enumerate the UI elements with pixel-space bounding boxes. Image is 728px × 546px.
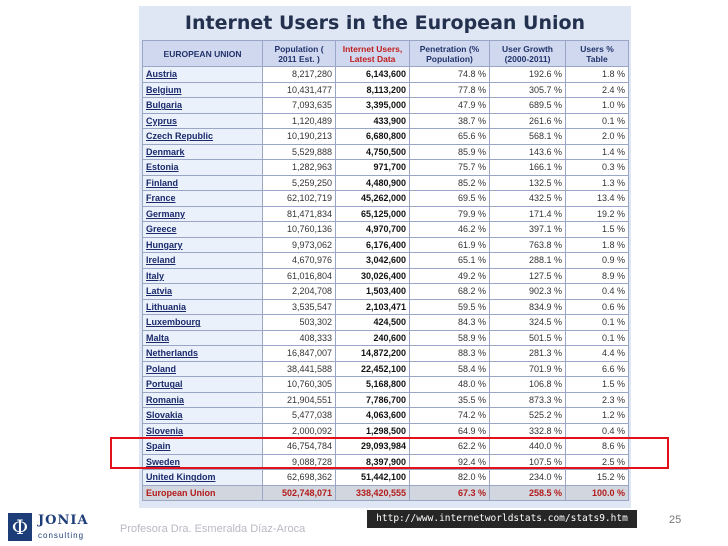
table-row xyxy=(143,222,629,238)
cell-share: 13.4 % xyxy=(566,191,629,207)
cell-growth: 689.5 % xyxy=(490,98,566,114)
cell-population: 21,904,551 xyxy=(263,392,336,408)
table-row xyxy=(143,330,629,346)
header-internet-users: Internet Users, Latest Data xyxy=(336,41,410,67)
cell-growth: 107.5 % xyxy=(490,454,566,470)
cell-users: 8,113,200 xyxy=(336,82,410,98)
cell-population: 9,973,062 xyxy=(263,237,336,253)
cell-country[interactable]: Denmark xyxy=(143,144,263,160)
cell-population: 38,441,588 xyxy=(263,361,336,377)
table-row xyxy=(143,284,629,300)
cell-growth: 132.5 % xyxy=(490,175,566,191)
cell-users: 45,262,000 xyxy=(336,191,410,207)
cell-share: 1.0 % xyxy=(566,98,629,114)
cell-population: 9,088,728 xyxy=(263,454,336,470)
cell-share: 2.5 % xyxy=(566,454,629,470)
cell-growth: 332.8 % xyxy=(490,423,566,439)
cell-penetration: 92.4 % xyxy=(410,454,490,470)
cell-users: 4,970,700 xyxy=(336,222,410,238)
cell-growth: 501.5 % xyxy=(490,330,566,346)
cell-share: 15.2 % xyxy=(566,470,629,486)
cell-country[interactable]: Slovenia xyxy=(143,423,263,439)
total-penetration: 67.3 % xyxy=(410,485,490,501)
cell-country[interactable]: Czech Republic xyxy=(143,129,263,145)
table-row xyxy=(143,144,629,160)
table-row xyxy=(143,98,629,114)
cell-share: 0.4 % xyxy=(566,423,629,439)
stats-table xyxy=(142,40,629,501)
cell-users: 7,786,700 xyxy=(336,392,410,408)
cell-penetration: 46.2 % xyxy=(410,222,490,238)
table-row xyxy=(143,175,629,191)
logo-name: JONIA xyxy=(38,513,89,528)
cell-country[interactable]: Malta xyxy=(143,330,263,346)
cell-country[interactable]: Belgium xyxy=(143,82,263,98)
cell-penetration: 48.0 % xyxy=(410,377,490,393)
cell-share: 1.5 % xyxy=(566,222,629,238)
total-row xyxy=(143,485,629,501)
cell-growth: 127.5 % xyxy=(490,268,566,284)
table-row xyxy=(143,67,629,83)
cell-population: 503,302 xyxy=(263,315,336,331)
cell-population: 10,431,477 xyxy=(263,82,336,98)
cell-share: 0.3 % xyxy=(566,160,629,176)
cell-users: 3,042,600 xyxy=(336,253,410,269)
cell-country[interactable]: Romania xyxy=(143,392,263,408)
cell-users: 4,750,500 xyxy=(336,144,410,160)
jonia-logo xyxy=(2,509,110,545)
cell-growth: 288.1 % xyxy=(490,253,566,269)
cell-growth: 234.0 % xyxy=(490,470,566,486)
cell-country[interactable]: Bulgaria xyxy=(143,98,263,114)
cell-country[interactable]: Italy xyxy=(143,268,263,284)
cell-penetration: 58.4 % xyxy=(410,361,490,377)
cell-country[interactable]: Estonia xyxy=(143,160,263,176)
cell-share: 2.0 % xyxy=(566,129,629,145)
cell-population: 408,333 xyxy=(263,330,336,346)
table-row xyxy=(143,392,629,408)
cell-users: 5,168,800 xyxy=(336,377,410,393)
cell-growth: 324.5 % xyxy=(490,315,566,331)
cell-growth: 440.0 % xyxy=(490,439,566,455)
table-row xyxy=(143,299,629,315)
cell-share: 0.1 % xyxy=(566,330,629,346)
cell-penetration: 65.1 % xyxy=(410,253,490,269)
total-share: 100.0 % xyxy=(566,485,629,501)
cell-users: 433,900 xyxy=(336,113,410,129)
table-row xyxy=(143,160,629,176)
table-row xyxy=(143,129,629,145)
cell-share: 6.6 % xyxy=(566,361,629,377)
cell-growth: 902.3 % xyxy=(490,284,566,300)
cell-users: 65,125,000 xyxy=(336,206,410,222)
cell-users: 30,026,400 xyxy=(336,268,410,284)
cell-share: 0.4 % xyxy=(566,284,629,300)
total-growth: 258.5 % xyxy=(490,485,566,501)
cell-country[interactable]: Germany xyxy=(143,206,263,222)
cell-penetration: 68.2 % xyxy=(410,284,490,300)
author-text: Profesora Dra. Esmeralda Díaz-Aroca xyxy=(120,523,306,535)
total-population: 502,748,071 xyxy=(263,485,336,501)
cell-country[interactable]: Slovakia xyxy=(143,408,263,424)
cell-growth: 834.9 % xyxy=(490,299,566,315)
cell-penetration: 61.9 % xyxy=(410,237,490,253)
cell-penetration: 58.9 % xyxy=(410,330,490,346)
cell-penetration: 38.7 % xyxy=(410,113,490,129)
cell-share: 1.8 % xyxy=(566,67,629,83)
cell-penetration: 79.9 % xyxy=(410,206,490,222)
header-users-pct: Users % Table xyxy=(566,41,629,67)
cell-population: 5,477,038 xyxy=(263,408,336,424)
total-users: 338,420,555 xyxy=(336,485,410,501)
cell-penetration: 85.9 % xyxy=(410,144,490,160)
cell-population: 10,190,213 xyxy=(263,129,336,145)
cell-penetration: 59.5 % xyxy=(410,299,490,315)
cell-growth: 192.6 % xyxy=(490,67,566,83)
cell-growth: 106.8 % xyxy=(490,377,566,393)
cell-users: 6,176,400 xyxy=(336,237,410,253)
cell-growth: 143.6 % xyxy=(490,144,566,160)
cell-users: 4,063,600 xyxy=(336,408,410,424)
logo-subtitle: consulting xyxy=(38,531,85,540)
cell-country[interactable]: Lithuania xyxy=(143,299,263,315)
table-row xyxy=(143,470,629,486)
cell-population: 5,529,888 xyxy=(263,144,336,160)
cell-penetration: 49.2 % xyxy=(410,268,490,284)
cell-growth: 525.2 % xyxy=(490,408,566,424)
cell-users: 3,395,000 xyxy=(336,98,410,114)
cell-penetration: 47.9 % xyxy=(410,98,490,114)
table-row xyxy=(143,361,629,377)
cell-penetration: 84.3 % xyxy=(410,315,490,331)
cell-growth: 261.6 % xyxy=(490,113,566,129)
cell-population: 46,754,784 xyxy=(263,439,336,455)
cell-population: 81,471,834 xyxy=(263,206,336,222)
cell-population: 62,102,719 xyxy=(263,191,336,207)
cell-population: 1,120,489 xyxy=(263,113,336,129)
cell-population: 3,535,547 xyxy=(263,299,336,315)
cell-country[interactable]: Sweden xyxy=(143,454,263,470)
cell-penetration: 62.2 % xyxy=(410,439,490,455)
cell-users: 240,600 xyxy=(336,330,410,346)
table-row xyxy=(143,268,629,284)
cell-population: 2,204,708 xyxy=(263,284,336,300)
page-number: 25 xyxy=(669,514,682,526)
header-growth: User Growth (2000-2011) xyxy=(490,41,566,67)
cell-share: 19.2 % xyxy=(566,206,629,222)
cell-share: 0.1 % xyxy=(566,315,629,331)
cell-penetration: 69.5 % xyxy=(410,191,490,207)
table-row xyxy=(143,82,629,98)
total-country: European Union xyxy=(143,485,263,501)
cell-share: 8.6 % xyxy=(566,439,629,455)
table-row xyxy=(143,408,629,424)
cell-users: 2,103,471 xyxy=(336,299,410,315)
cell-penetration: 85.2 % xyxy=(410,175,490,191)
cell-country[interactable]: Netherlands xyxy=(143,346,263,362)
table-row xyxy=(143,377,629,393)
cell-penetration: 77.8 % xyxy=(410,82,490,98)
cell-share: 1.5 % xyxy=(566,377,629,393)
cell-population: 62,698,362 xyxy=(263,470,336,486)
cell-users: 29,093,984 xyxy=(336,439,410,455)
cell-country[interactable]: Hungary xyxy=(143,237,263,253)
cell-share: 8.9 % xyxy=(566,268,629,284)
cell-growth: 397.1 % xyxy=(490,222,566,238)
header-row xyxy=(143,41,629,67)
spain-highlight-box xyxy=(110,437,669,469)
cell-country[interactable]: Poland xyxy=(143,361,263,377)
cell-population: 1,282,963 xyxy=(263,160,336,176)
cell-share: 1.8 % xyxy=(566,237,629,253)
cell-penetration: 65.6 % xyxy=(410,129,490,145)
cell-share: 1.4 % xyxy=(566,144,629,160)
cell-country[interactable]: Latvia xyxy=(143,284,263,300)
table-row xyxy=(143,237,629,253)
cell-country[interactable]: Spain xyxy=(143,439,263,455)
header-union: EUROPEAN UNION xyxy=(143,41,263,67)
cell-population: 8,217,280 xyxy=(263,67,336,83)
cell-penetration: 74.2 % xyxy=(410,408,490,424)
cell-population: 4,670,976 xyxy=(263,253,336,269)
cell-population: 7,093,635 xyxy=(263,98,336,114)
cell-users: 4,480,900 xyxy=(336,175,410,191)
table-row xyxy=(143,113,629,129)
cell-penetration: 88.3 % xyxy=(410,346,490,362)
cell-users: 14,872,200 xyxy=(336,346,410,362)
cell-users: 424,500 xyxy=(336,315,410,331)
cell-users: 8,397,900 xyxy=(336,454,410,470)
table-row xyxy=(143,206,629,222)
cell-population: 10,760,136 xyxy=(263,222,336,238)
cell-population: 61,016,804 xyxy=(263,268,336,284)
cell-country[interactable]: Finland xyxy=(143,175,263,191)
cell-growth: 568.1 % xyxy=(490,129,566,145)
cell-country[interactable]: United Kingdom xyxy=(143,470,263,486)
cell-share: 1.3 % xyxy=(566,175,629,191)
cell-users: 1,298,500 xyxy=(336,423,410,439)
page-title: Internet Users in the European Union xyxy=(184,12,586,34)
cell-penetration: 75.7 % xyxy=(410,160,490,176)
header-penetration: Penetration (% Population) xyxy=(410,41,490,67)
cell-growth: 701.9 % xyxy=(490,361,566,377)
cell-country[interactable]: Ireland xyxy=(143,253,263,269)
cell-population: 5,259,250 xyxy=(263,175,336,191)
cell-share: 0.9 % xyxy=(566,253,629,269)
phi-logo-icon xyxy=(8,513,32,541)
cell-penetration: 82.0 % xyxy=(410,470,490,486)
table-row xyxy=(143,346,629,362)
svg-text:Φ: Φ xyxy=(11,515,29,539)
cell-country[interactable]: Luxembourg xyxy=(143,315,263,331)
cell-share: 0.6 % xyxy=(566,299,629,315)
cell-users: 6,143,600 xyxy=(336,67,410,83)
cell-country[interactable]: Cyprus xyxy=(143,113,263,129)
cell-country[interactable]: France xyxy=(143,191,263,207)
cell-population: 16,847,007 xyxy=(263,346,336,362)
cell-share: 4.4 % xyxy=(566,346,629,362)
cell-growth: 166.1 % xyxy=(490,160,566,176)
cell-growth: 432.5 % xyxy=(490,191,566,207)
cell-share: 1.2 % xyxy=(566,408,629,424)
cell-penetration: 35.5 % xyxy=(410,392,490,408)
cell-penetration: 64.9 % xyxy=(410,423,490,439)
table-row xyxy=(143,253,629,269)
cell-users: 1,503,400 xyxy=(336,284,410,300)
cell-population: 2,000,092 xyxy=(263,423,336,439)
cell-country[interactable]: Greece xyxy=(143,222,263,238)
table-row xyxy=(143,191,629,207)
cell-users: 6,680,800 xyxy=(336,129,410,145)
cell-growth: 305.7 % xyxy=(490,82,566,98)
source-url[interactable]: http://www.internetworldstats.com/stats9.htm xyxy=(367,510,637,528)
cell-growth: 171.4 % xyxy=(490,206,566,222)
cell-users: 22,452,100 xyxy=(336,361,410,377)
cell-growth: 763.8 % xyxy=(490,237,566,253)
cell-users: 51,442,100 xyxy=(336,470,410,486)
cell-share: 0.1 % xyxy=(566,113,629,129)
cell-users: 971,700 xyxy=(336,160,410,176)
table-row xyxy=(143,315,629,331)
cell-share: 2.4 % xyxy=(566,82,629,98)
cell-country[interactable]: Austria xyxy=(143,67,263,83)
header-population: Population ( 2011 Est. ) xyxy=(263,41,336,67)
cell-share: 2.3 % xyxy=(566,392,629,408)
cell-penetration: 74.8 % xyxy=(410,67,490,83)
cell-country[interactable]: Portugal xyxy=(143,377,263,393)
cell-population: 10,760,305 xyxy=(263,377,336,393)
cell-growth: 281.3 % xyxy=(490,346,566,362)
cell-growth: 873.3 % xyxy=(490,392,566,408)
